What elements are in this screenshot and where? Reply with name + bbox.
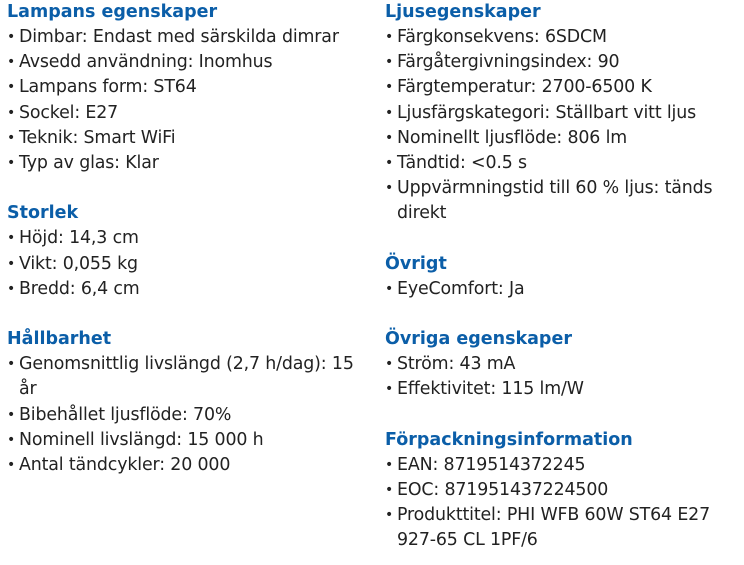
- spec-item: [7, 403, 369, 428]
- bullet-icon: •: [7, 79, 16, 96]
- spec-list: [385, 453, 737, 554]
- bullet-icon: •: [7, 356, 16, 373]
- spec-item: [7, 226, 369, 251]
- left-column: [7, 0, 369, 478]
- spec-item: [7, 101, 369, 126]
- spec-list: [7, 226, 369, 302]
- bullet-icon: •: [385, 456, 394, 473]
- bullet-icon: •: [7, 255, 16, 272]
- spec-item: [385, 126, 737, 151]
- bullet-icon: •: [385, 356, 394, 373]
- spec-item: [385, 176, 737, 226]
- spec-item: [7, 352, 369, 402]
- bullet-icon: •: [7, 406, 16, 423]
- section-heading: Förpackningsinformation: [385, 429, 633, 450]
- spec-text: Nominell livslängd: 15 000 h: [19, 429, 264, 450]
- spec-item: [7, 126, 369, 151]
- spec-item: [385, 277, 737, 302]
- spec-text: Avsedd användning: Inomhus: [19, 52, 273, 73]
- spec-item: [385, 75, 737, 100]
- spec-item: [7, 50, 369, 75]
- bullet-icon: •: [385, 104, 394, 121]
- spec-item: [7, 428, 369, 453]
- spec-text: Vikt: 0,055 kg: [19, 253, 138, 274]
- spec-text: Ljusfärgskategori: Ställbart vitt ljus: [397, 102, 697, 123]
- spec-text: Färgåtergivningsindex: 90: [397, 52, 620, 73]
- bullet-icon: •: [385, 482, 394, 498]
- spec-text: Nominellt ljusflöde: 806 lm: [397, 127, 628, 148]
- spec-list: [7, 352, 369, 478]
- bullet-icon: •: [7, 280, 16, 297]
- section-other-properties: [385, 327, 737, 402]
- bullet-icon: •: [385, 29, 394, 45]
- spec-item: [7, 252, 369, 277]
- bullet-icon: •: [7, 129, 16, 146]
- spacer: [7, 302, 369, 327]
- bullet-icon: •: [385, 507, 394, 524]
- bullet-icon: •: [7, 54, 16, 71]
- spec-list: [385, 277, 737, 302]
- section-lamp-properties: [7, 0, 369, 176]
- bullet-icon: •: [7, 104, 16, 121]
- spec-item: [385, 478, 737, 503]
- spec-text: Produkttitel: PHI WFB 60W ST64 E27 927-65 CL 1PF/6: [397, 505, 710, 551]
- spec-text: Tändtid: <0.5 s: [397, 153, 527, 174]
- spec-item: [7, 75, 369, 100]
- spec-text: Höjd: 14,3 cm: [19, 228, 139, 249]
- spec-text: Lampans form: ST64: [19, 77, 197, 98]
- section-light-properties: [385, 0, 737, 227]
- spec-item: [385, 352, 737, 377]
- section-packaging-info: [385, 428, 737, 554]
- section-heading: Storlek: [7, 203, 79, 224]
- spec-text: Antal tändcykler: 20 000: [19, 455, 231, 476]
- bullet-icon: •: [385, 54, 394, 71]
- bullet-icon: •: [385, 381, 394, 398]
- spec-item: [385, 377, 737, 402]
- spacer: [7, 176, 369, 201]
- spec-text: Effektivitet: 115 lm/W: [397, 379, 584, 400]
- spec-text: Typ av glas: Klar: [19, 153, 159, 174]
- spec-text: Dimbar: Endast med särskilda dimrar: [19, 27, 339, 47]
- bullet-icon: •: [385, 79, 394, 96]
- spec-text: Bibehållet ljusflöde: 70%: [19, 404, 232, 425]
- spec-item: [7, 277, 369, 302]
- spec-list: [385, 25, 737, 227]
- spec-text: Uppvärmningstid till 60 % ljus: tänds direkt: [397, 178, 713, 224]
- spec-text: EyeComfort: Ja: [397, 278, 525, 299]
- section-heading: Lampans egenskaper: [7, 2, 218, 22]
- section-heading: Övriga egenskaper: [385, 329, 572, 350]
- bullet-icon: •: [7, 230, 16, 247]
- section-heading: Hållbarhet: [7, 329, 112, 350]
- spec-item: [385, 25, 737, 50]
- right-column: [385, 0, 737, 554]
- spec-text: Färgkonsekvens: 6SDCM: [397, 27, 607, 47]
- spacer: [385, 302, 737, 327]
- spec-text: Sockel: E27: [19, 102, 119, 123]
- spec-item: [385, 151, 737, 176]
- spec-item: [385, 50, 737, 75]
- spec-list: [7, 25, 369, 176]
- spec-item: [7, 151, 369, 176]
- spec-list: [385, 352, 737, 402]
- spec-item: [385, 503, 737, 553]
- section-heading: Ljusegenskaper: [385, 2, 541, 22]
- spec-item: [7, 25, 369, 50]
- spec-item: [385, 101, 737, 126]
- spec-text: Färgtemperatur: 2700-6500 K: [397, 77, 652, 98]
- spacer: [385, 403, 737, 428]
- bullet-icon: •: [7, 155, 16, 172]
- spec-text: EAN: 8719514372245: [397, 454, 586, 475]
- spec-item: [385, 453, 737, 478]
- bullet-icon: •: [7, 29, 16, 45]
- spec-text: Genomsnittlig livslängd (2,7 h/dag): 15 år: [19, 354, 354, 400]
- spec-text: Teknik: Smart WiFi: [19, 127, 176, 148]
- spacer: [385, 227, 737, 252]
- section-sustainability: [7, 327, 369, 478]
- bullet-icon: •: [385, 129, 394, 146]
- spec-text: Ström: 43 mA: [397, 354, 516, 375]
- bullet-icon: •: [385, 180, 394, 197]
- section-heading: Övrigt: [385, 253, 447, 274]
- section-other: [385, 252, 737, 302]
- section-size: [7, 201, 369, 302]
- bullet-icon: •: [7, 457, 16, 474]
- bullet-icon: •: [385, 280, 394, 297]
- bullet-icon: •: [7, 431, 16, 448]
- spec-text: Bredd: 6,4 cm: [19, 278, 140, 299]
- bullet-icon: •: [385, 155, 394, 172]
- spec-item: [7, 453, 369, 478]
- spec-text: EOC: 871951437224500: [397, 480, 609, 500]
